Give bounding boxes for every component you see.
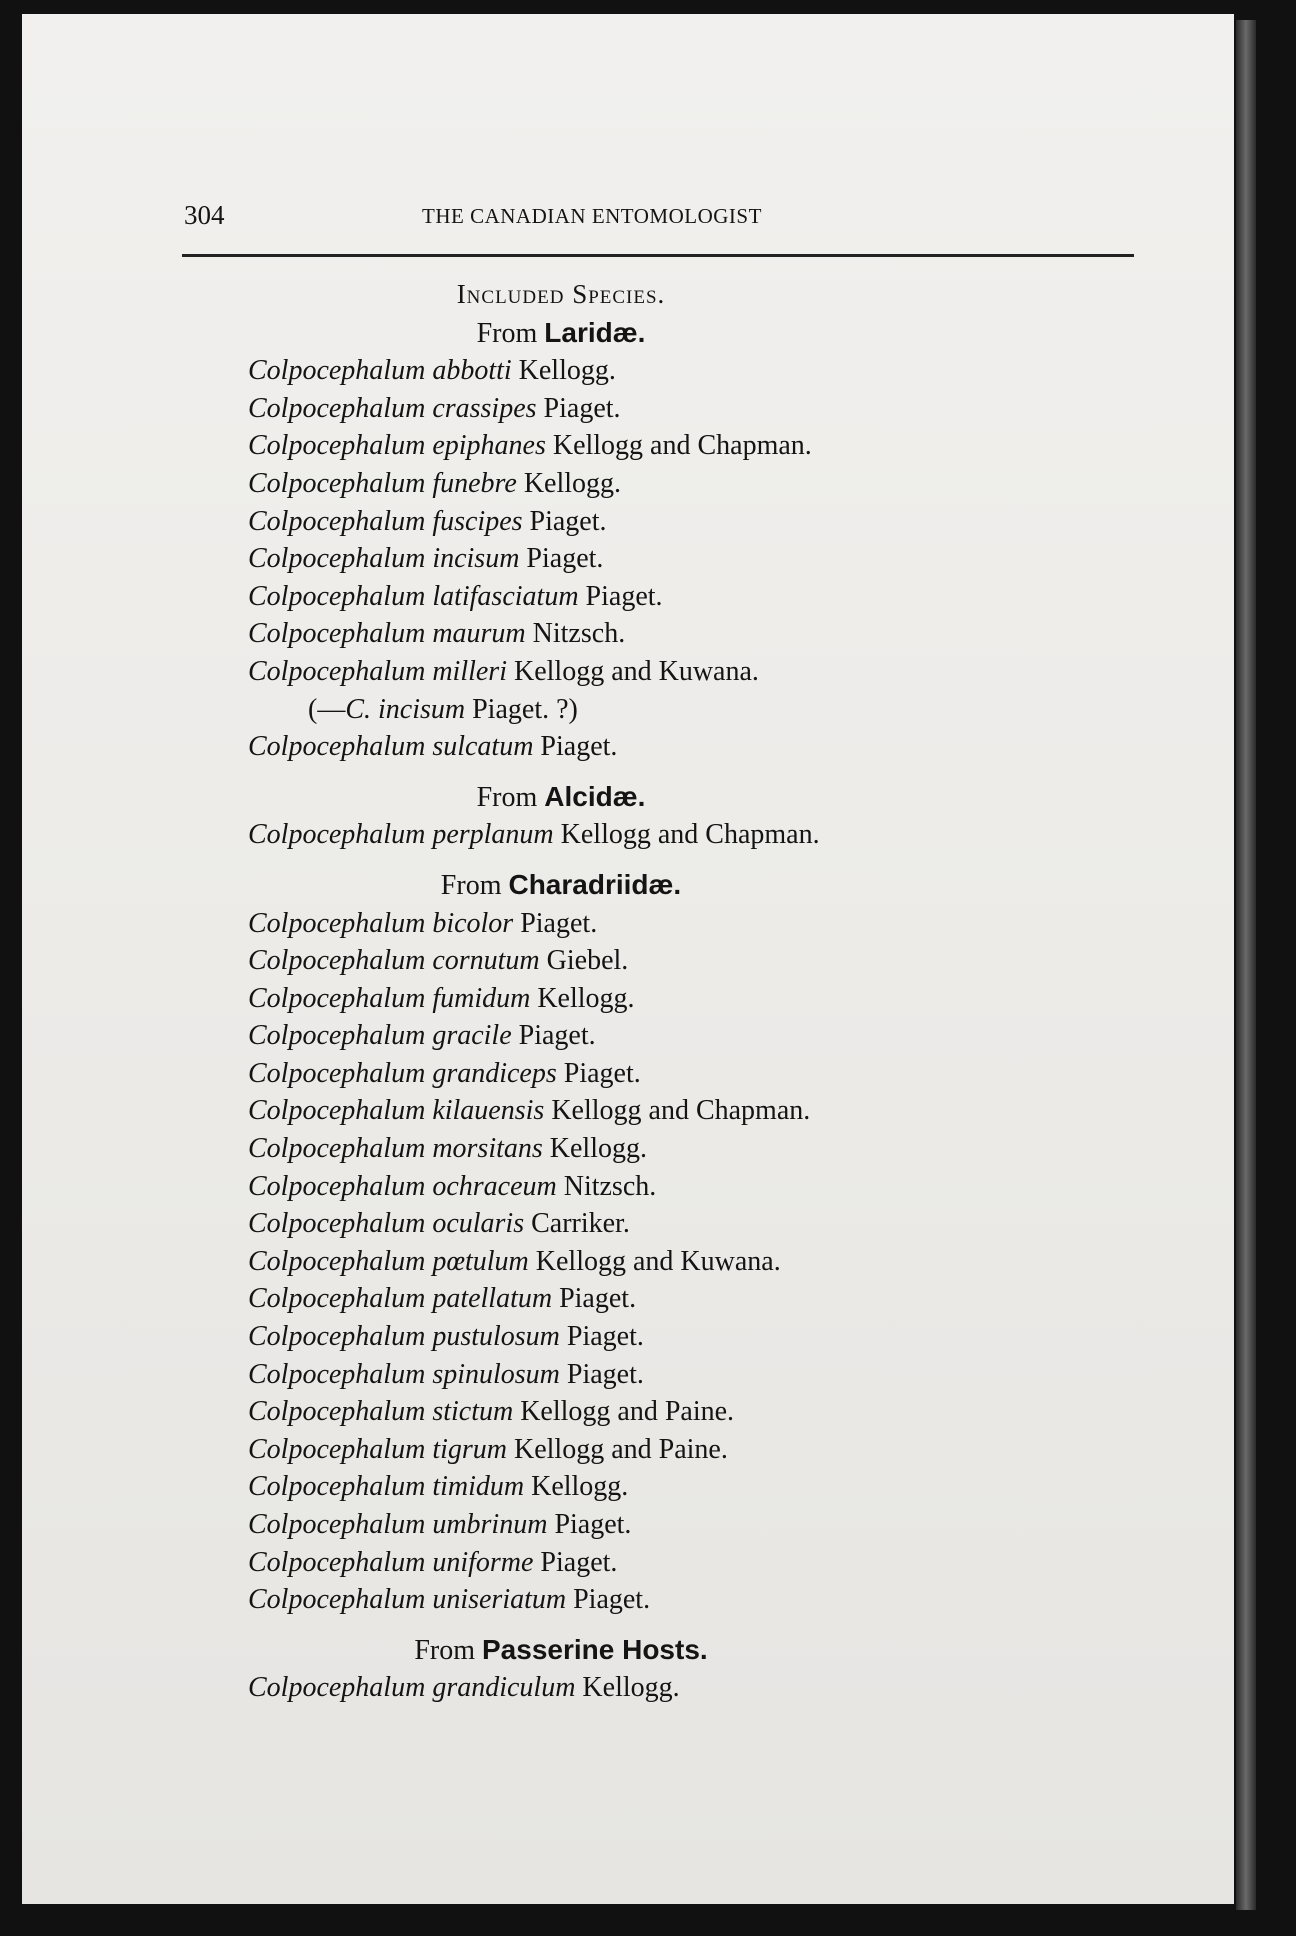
genus-name: Colpocephalum [248, 1020, 426, 1052]
authority: Kellogg. [531, 1471, 629, 1503]
authority: Piaget. [529, 505, 607, 537]
species-name: abbotti [432, 355, 512, 387]
species-entry [248, 1468, 1148, 1506]
genus-name: Colpocephalum [248, 1358, 426, 1390]
authority: Piaget. [554, 1509, 632, 1540]
species-name: crassipes [432, 392, 537, 424]
species-name: umbrinum [432, 1509, 548, 1540]
section-heading-1 [248, 314, 874, 353]
genus-name: Colpocephalum [248, 655, 426, 687]
note-genus: C. incisum [345, 693, 466, 725]
authority: Piaget. [543, 392, 621, 424]
genus-name: Colpocephalum [248, 430, 426, 462]
genus-name: Colpocephalum [248, 543, 426, 575]
note-author: Piaget. ?) [465, 693, 578, 725]
species-entry [248, 1318, 1148, 1356]
authority: Kellogg. [549, 1133, 647, 1165]
genus-name: Colpocephalum [248, 1245, 426, 1277]
genus-name: Colpocephalum [248, 945, 426, 977]
genus-name: Colpocephalum [248, 1095, 426, 1127]
species-entry [248, 578, 1148, 616]
sections-container [248, 314, 1148, 1707]
species-name: uniforme [432, 1546, 534, 1578]
genus-name: Colpocephalum [248, 392, 426, 424]
list-title: Included Species. [456, 279, 666, 309]
species-entry [248, 540, 1148, 578]
species-entry [248, 352, 1148, 390]
genus-name: Colpocephalum [248, 1170, 426, 1202]
species-name: cornutum [432, 945, 540, 977]
section-heading-3 [248, 866, 874, 905]
species-entry [248, 980, 1148, 1018]
authority: Kellogg and Chapman. [560, 819, 820, 851]
species-name: ochraceum [432, 1170, 557, 1202]
authority: Kellogg. [537, 982, 635, 1014]
running-head: THE CANADIAN ENTOMOLOGIST [422, 204, 762, 228]
species-entry [248, 503, 1148, 541]
species-name: timidum [432, 1471, 525, 1503]
genus-name: Colpocephalum [248, 982, 426, 1014]
from-label: From [476, 317, 538, 349]
section-heading-2 [248, 778, 874, 817]
species-list [248, 276, 1148, 1707]
genus-name: Colpocephalum [248, 1672, 426, 1704]
species-name: grandiceps [432, 1057, 557, 1089]
authority: Piaget. [573, 1584, 651, 1616]
genus-name: Colpocephalum [248, 1471, 426, 1503]
authority: Piaget. [518, 1020, 596, 1052]
species-entry [248, 1243, 1148, 1281]
species-entry [248, 905, 1148, 943]
species-entry [248, 816, 1148, 854]
species-entry [248, 1669, 1148, 1707]
genus-name: Colpocephalum [248, 1283, 426, 1315]
species-name: ocularis [432, 1208, 525, 1240]
authority: Kellogg. [582, 1672, 680, 1704]
genus-name: Colpocephalum [248, 1208, 426, 1240]
genus-name: Colpocephalum [248, 1509, 426, 1540]
species-entry [248, 1130, 1148, 1168]
family-name: Charadriidæ. [508, 868, 682, 900]
species-entry [248, 1168, 1148, 1206]
authority: Piaget. [520, 907, 598, 939]
species-entry [248, 1280, 1148, 1318]
species-name: bicolor [432, 907, 514, 939]
page-number: 304 [184, 200, 225, 230]
authority: Piaget. [540, 1546, 618, 1578]
species-name: tigrum [432, 1433, 507, 1465]
authority: Kellogg and Paine. [520, 1396, 735, 1428]
species-name: milleri [432, 655, 507, 687]
book-page [22, 14, 1234, 1904]
family-name: Laridæ. [544, 316, 646, 348]
authority: Nitzsch. [563, 1170, 657, 1202]
from-label: From [440, 869, 502, 901]
genus-name: Colpocephalum [248, 505, 426, 537]
family-name: Alcidæ. [544, 780, 646, 812]
species-entry [248, 653, 1148, 691]
species-entry [248, 1356, 1148, 1394]
from-label: From [476, 781, 538, 813]
species-name: perplanum [432, 819, 554, 851]
species-entry [248, 427, 1148, 465]
book-spine [1236, 20, 1256, 1910]
species-entry [248, 1092, 1148, 1130]
species-name: kilauensis [432, 1095, 545, 1127]
section-heading-4 [248, 1631, 874, 1670]
species-name: spinulosum [432, 1358, 560, 1390]
species-name: gracile [432, 1020, 512, 1052]
species-name: incisum [432, 543, 520, 575]
authority: Nitzsch. [532, 618, 626, 650]
species-name: latifasciatum [432, 580, 579, 612]
authority: Kellogg. [518, 355, 616, 387]
species-name: fumidum [432, 982, 531, 1014]
species-entry [248, 390, 1148, 428]
from-label: From [414, 1634, 475, 1666]
authority: Giebel. [546, 945, 629, 977]
species-entry [248, 942, 1148, 980]
genus-name: Colpocephalum [248, 1433, 426, 1465]
species-name: funebre [432, 467, 517, 499]
species-entry [248, 1431, 1148, 1469]
genus-name: Colpocephalum [248, 580, 426, 612]
species-entry [248, 728, 1148, 766]
authority: Kellogg and Paine. [514, 1433, 728, 1465]
species-name: fuscipes [432, 505, 523, 537]
species-name: stictum [432, 1396, 514, 1428]
header-rule [182, 254, 1134, 257]
species-name: uniseriatum [432, 1584, 567, 1616]
authority: Carriker. [531, 1208, 630, 1240]
species-entry [248, 1205, 1148, 1243]
genus-name: Colpocephalum [248, 1584, 426, 1616]
note-open: (— [308, 693, 346, 725]
genus-name: Colpocephalum [248, 1546, 426, 1578]
species-entry [248, 1017, 1148, 1055]
authority: Piaget. [566, 1358, 644, 1390]
species-name: pustulosum [432, 1321, 560, 1353]
authority: Kellogg. [523, 467, 622, 499]
species-name: maurum [432, 618, 526, 650]
genus-name: Colpocephalum [248, 1057, 426, 1089]
authority: Piaget. [540, 731, 618, 763]
species-name: patellatum [432, 1283, 553, 1315]
genus-name: Colpocephalum [248, 819, 426, 851]
family-name: Passerine Hosts. [482, 1633, 708, 1665]
authority: Kellogg and Kuwana. [513, 655, 759, 687]
authority: Piaget. [526, 543, 604, 575]
species-name: epiphanes [432, 430, 546, 462]
species-name: sulcatum [432, 731, 534, 763]
authority: Kellogg and Chapman. [552, 430, 812, 462]
genus-name: Colpocephalum [248, 1321, 426, 1353]
genus-name: Colpocephalum [248, 1396, 426, 1428]
genus-name: Colpocephalum [248, 618, 426, 650]
authority: Piaget. [585, 580, 663, 612]
species-entry [248, 1581, 1148, 1619]
genus-name: Colpocephalum [248, 731, 426, 763]
authority: Kellogg and Chapman. [551, 1095, 811, 1127]
species-entry [248, 1055, 1148, 1093]
species-name: pœtulum [432, 1245, 529, 1277]
species-entry [248, 615, 1148, 653]
genus-name: Colpocephalum [248, 467, 426, 499]
genus-name: Colpocephalum [248, 355, 426, 387]
authority: Piaget. [563, 1057, 641, 1089]
synonym-note [248, 691, 1148, 729]
authority: Kellogg and Kuwana. [535, 1245, 781, 1277]
genus-name: Colpocephalum [248, 1133, 426, 1165]
authority: Piaget. [566, 1321, 644, 1353]
species-entry [248, 1393, 1148, 1431]
authority: Piaget. [559, 1283, 637, 1315]
genus-name: Colpocephalum [248, 907, 426, 939]
species-name: grandiculum [432, 1672, 576, 1704]
species-entry [248, 1506, 1148, 1544]
species-entry [248, 1544, 1148, 1582]
species-name: morsitans [432, 1133, 543, 1165]
species-entry [248, 465, 1148, 503]
